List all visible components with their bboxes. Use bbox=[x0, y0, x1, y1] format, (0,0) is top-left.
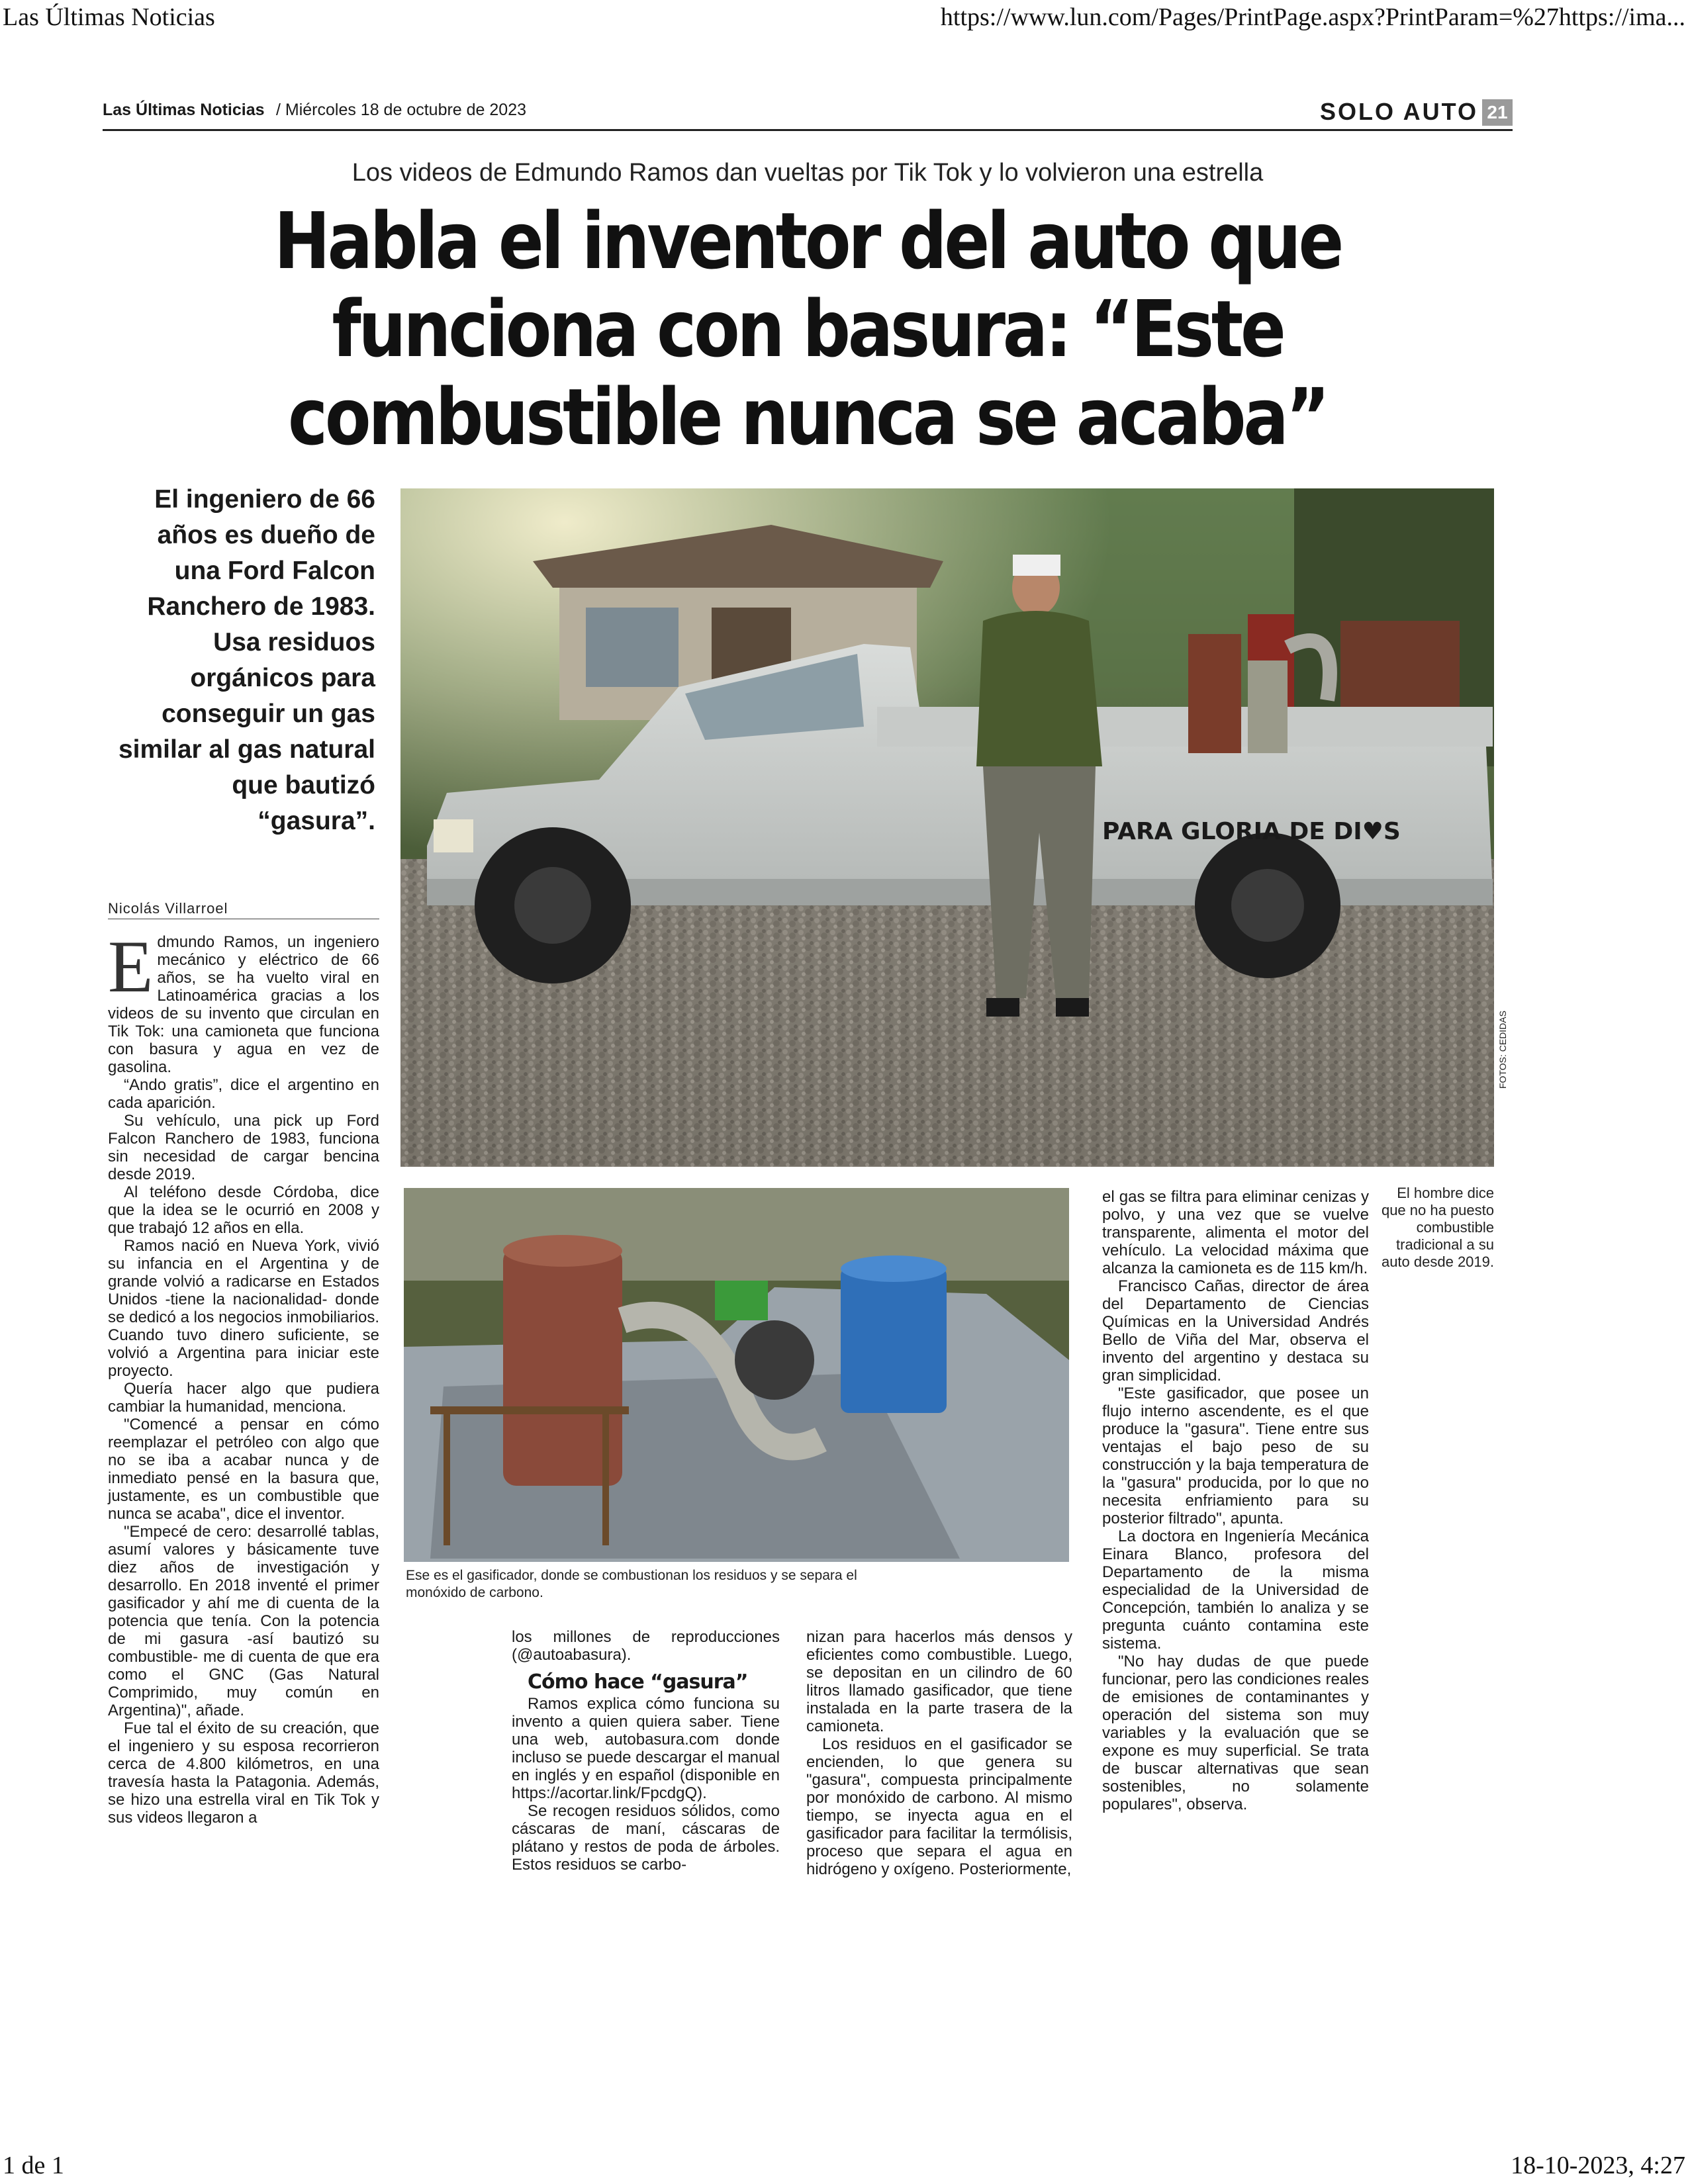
article-paragraph: Se recogen residuos sólidos, como cáscaras de maní, cáscaras de plátano y restos de poda de árboles. Estos residuos se carbo- bbox=[512, 1802, 780, 1874]
article-subhead: Cómo hace “gasura” bbox=[528, 1670, 748, 1694]
print-url[interactable]: https://www.lun.com/Pages/PrintPage.aspx?PrintParam=%27https://ima... bbox=[940, 3, 1685, 31]
article-paragraph: “Ando gratis”, dice el argentino en cada aparición. bbox=[108, 1076, 379, 1112]
print-page-count: 1 de 1 bbox=[3, 2152, 64, 2179]
article-paragraph: "Empecé de cero: desarrollé tablas, asumí valores y básicamente tuve diez años de investigación y desarrollo. En 2018 inventé el primer gasificador y ahí me di cuenta de la potencia que tenía. Con la potencia de mi gasura -así bautizó su combustible- me di cuenta de que era como el GNC (Gas Natural Comprimido, muy común en Argentina)", añade. bbox=[108, 1523, 379, 1719]
article-paragraph: La doctora en Ingeniería Mecánica Einara Blanco, profesora del Departamento de la misma especialidad de la Universidad de Concepción, también lo analiza y se pregunta cuánto contamina este sistema. bbox=[1102, 1527, 1369, 1653]
article-paragraph: los millones de reproducciones (@autoabasura). bbox=[512, 1628, 780, 1664]
newspaper-name: Las Últimas Noticias bbox=[103, 101, 265, 119]
article-paragraph: nizan para hacerlos más densos y eficientes como combustible. Luego, se depositan en un cilindro de 60 litros llamado gasificador, que tiene instalada en la parte trasera de la camioneta. bbox=[806, 1628, 1072, 1735]
article-column-3 bbox=[806, 1628, 1072, 1878]
truck-photo-illustration bbox=[400, 488, 1494, 1167]
print-header bbox=[0, 0, 1688, 40]
page-number-badge: 21 bbox=[1482, 99, 1513, 126]
section-name: SOLO AUTO bbox=[1319, 98, 1478, 125]
article-paragraph: Quería hacer algo que pudiera cambiar la humanidad, menciona. bbox=[108, 1380, 379, 1416]
photo-credit: FOTOS: CEDIDAS bbox=[1497, 1011, 1508, 1089]
article-headline: Habla el inventor del auto que funciona con basura: “Este combustible nunca se acaba” bbox=[273, 195, 1342, 463]
main-photo-caption: El hombre dice que no ha puesto combustible tradicional a su auto desde 2019. bbox=[1381, 1185, 1494, 1270]
issue-date: / Miércoles 18 de octubre de 2023 bbox=[276, 101, 527, 119]
byline: Nicolás Villarroel bbox=[108, 900, 379, 919]
article-paragraph: "Comencé a pensar en cómo reemplazar el petróleo con algo que no se iba a acabar nunca y de inmediato pensé en la basura que, justamente, es un combustible que nunca se acaba", dice el inventor. bbox=[108, 1416, 379, 1523]
article-paragraph: Francisco Cañas, director de área del Departamento de Ciencias Químicas en la Universidad Andrés Bello de Viña del Mar, observa el invento del argentino y destaca su gran simplicidad. bbox=[1102, 1277, 1369, 1385]
gasifier-photo-caption: Ese es el gasificador, donde se combustionan los residuos y se separa el monóxido de carbono. bbox=[406, 1568, 857, 1600]
article-paragraph: Al teléfono desde Córdoba, dice que la idea se le ocurrió en 2008 y que trabajó 12 años en ella. bbox=[108, 1183, 379, 1237]
dropcap: E bbox=[108, 926, 154, 1008]
article-kicker: Los videos de Edmundo Ramos dan vueltas por Tik Tok y lo volvieron una estrella bbox=[352, 159, 1264, 187]
article-paragraph: Su vehículo, una pick up Ford Falcon Ranchero de 1983, funciona sin necesidad de cargar bencina desde 2019. bbox=[108, 1112, 379, 1183]
article-column-2 bbox=[512, 1628, 780, 1874]
article-column-4 bbox=[1102, 1188, 1369, 1813]
article-column-1 bbox=[108, 926, 379, 1827]
article-paragraph: Ramos explica cómo funciona su invento a quien quiera saber. Tiene una web, autobasura.com donde incluso se puede descargar el manual en inglés y en español (disponible en https://acortar.link/FpcdgQ). bbox=[512, 1695, 780, 1802]
gasifier-photo bbox=[404, 1188, 1069, 1562]
main-photo bbox=[400, 488, 1494, 1167]
truck-lettering: PARA GLORIA DE DI♥S bbox=[1102, 818, 1401, 845]
article-paragraph: Ramos nació en Nueva York, vivió su infancia en el Argentina y de grande volvió a radicarse en Estados Unidos -tiene la nacionalidad- donde se dedicó a los negocios inmobiliarios. Cuando tuvo dinero suficiente, se volvió a Argentina para iniciar este proyecto. bbox=[108, 1237, 379, 1380]
article-paragraph: "No hay dudas de que puede funcionar, pero las condiciones reales de emisiones de contaminantes y operación del sistema son muy variables y la evaluación que se expone es muy superficial. Se trata de buscar alternativas que sean sostenibles, no solamente populares", observa. bbox=[1102, 1653, 1369, 1813]
article-paragraph: Edmundo Ramos, un ingeniero mecánico y eléctrico de 66 años, se ha vuelto viral en Latinoamérica gracias a los videos de su invento que circulan en Tik Tok: una camioneta que funciona con basura y agua en vez de gasolina. bbox=[108, 926, 379, 1076]
article-paragraph: Los residuos en el gasificador se encienden, lo que genera su "gasura", compuesta principalmente por monóxido de carbono. Al mismo tiempo, se inyecta agua en el gasificador para facilitar la termólisis, proceso que separa el agua en hidrógeno y oxígeno. Posteriormente, bbox=[806, 1735, 1072, 1878]
print-timestamp: 18-10-2023, 4:27 bbox=[1511, 2152, 1685, 2179]
print-footer bbox=[0, 2144, 1688, 2184]
article-paragraph: Fue tal el éxito de su creación, que el ingeniero y su esposa recorrieron cerca de 4.800 kilómetros, en una travesía hasta la Patagonia. Además, se hizo una estrella viral en Tik Tok y sus videos llegaron a bbox=[108, 1719, 379, 1827]
article-paragraph: "Este gasificador, que posee un flujo interno ascendente, es el que produce la "gasura". Tiene entre sus ventajas el bajo peso de su construcción y la baja temperatura de la "gasura" producida, por lo que no necesita enfriamiento para su posterior filtrado", apunta. bbox=[1102, 1385, 1369, 1527]
masthead bbox=[103, 98, 1513, 131]
article-paragraph: el gas se filtra para eliminar cenizas y polvo, y una vez que se vuelve transparente, alimenta el motor del vehículo. La velocidad máxima que alcanza la camioneta es de 115 km/h. bbox=[1102, 1188, 1369, 1277]
print-tab-title: Las Últimas Noticias bbox=[3, 3, 215, 31]
gasifier-photo-illustration bbox=[404, 1188, 1069, 1562]
article-standfirst: El ingeniero de 66 años es dueño de una Ford Falcon Ranchero de 1983. Usa residuos orgánicos para conseguir un gas similar al gas natural que bautizó “gasura”. bbox=[118, 485, 375, 835]
